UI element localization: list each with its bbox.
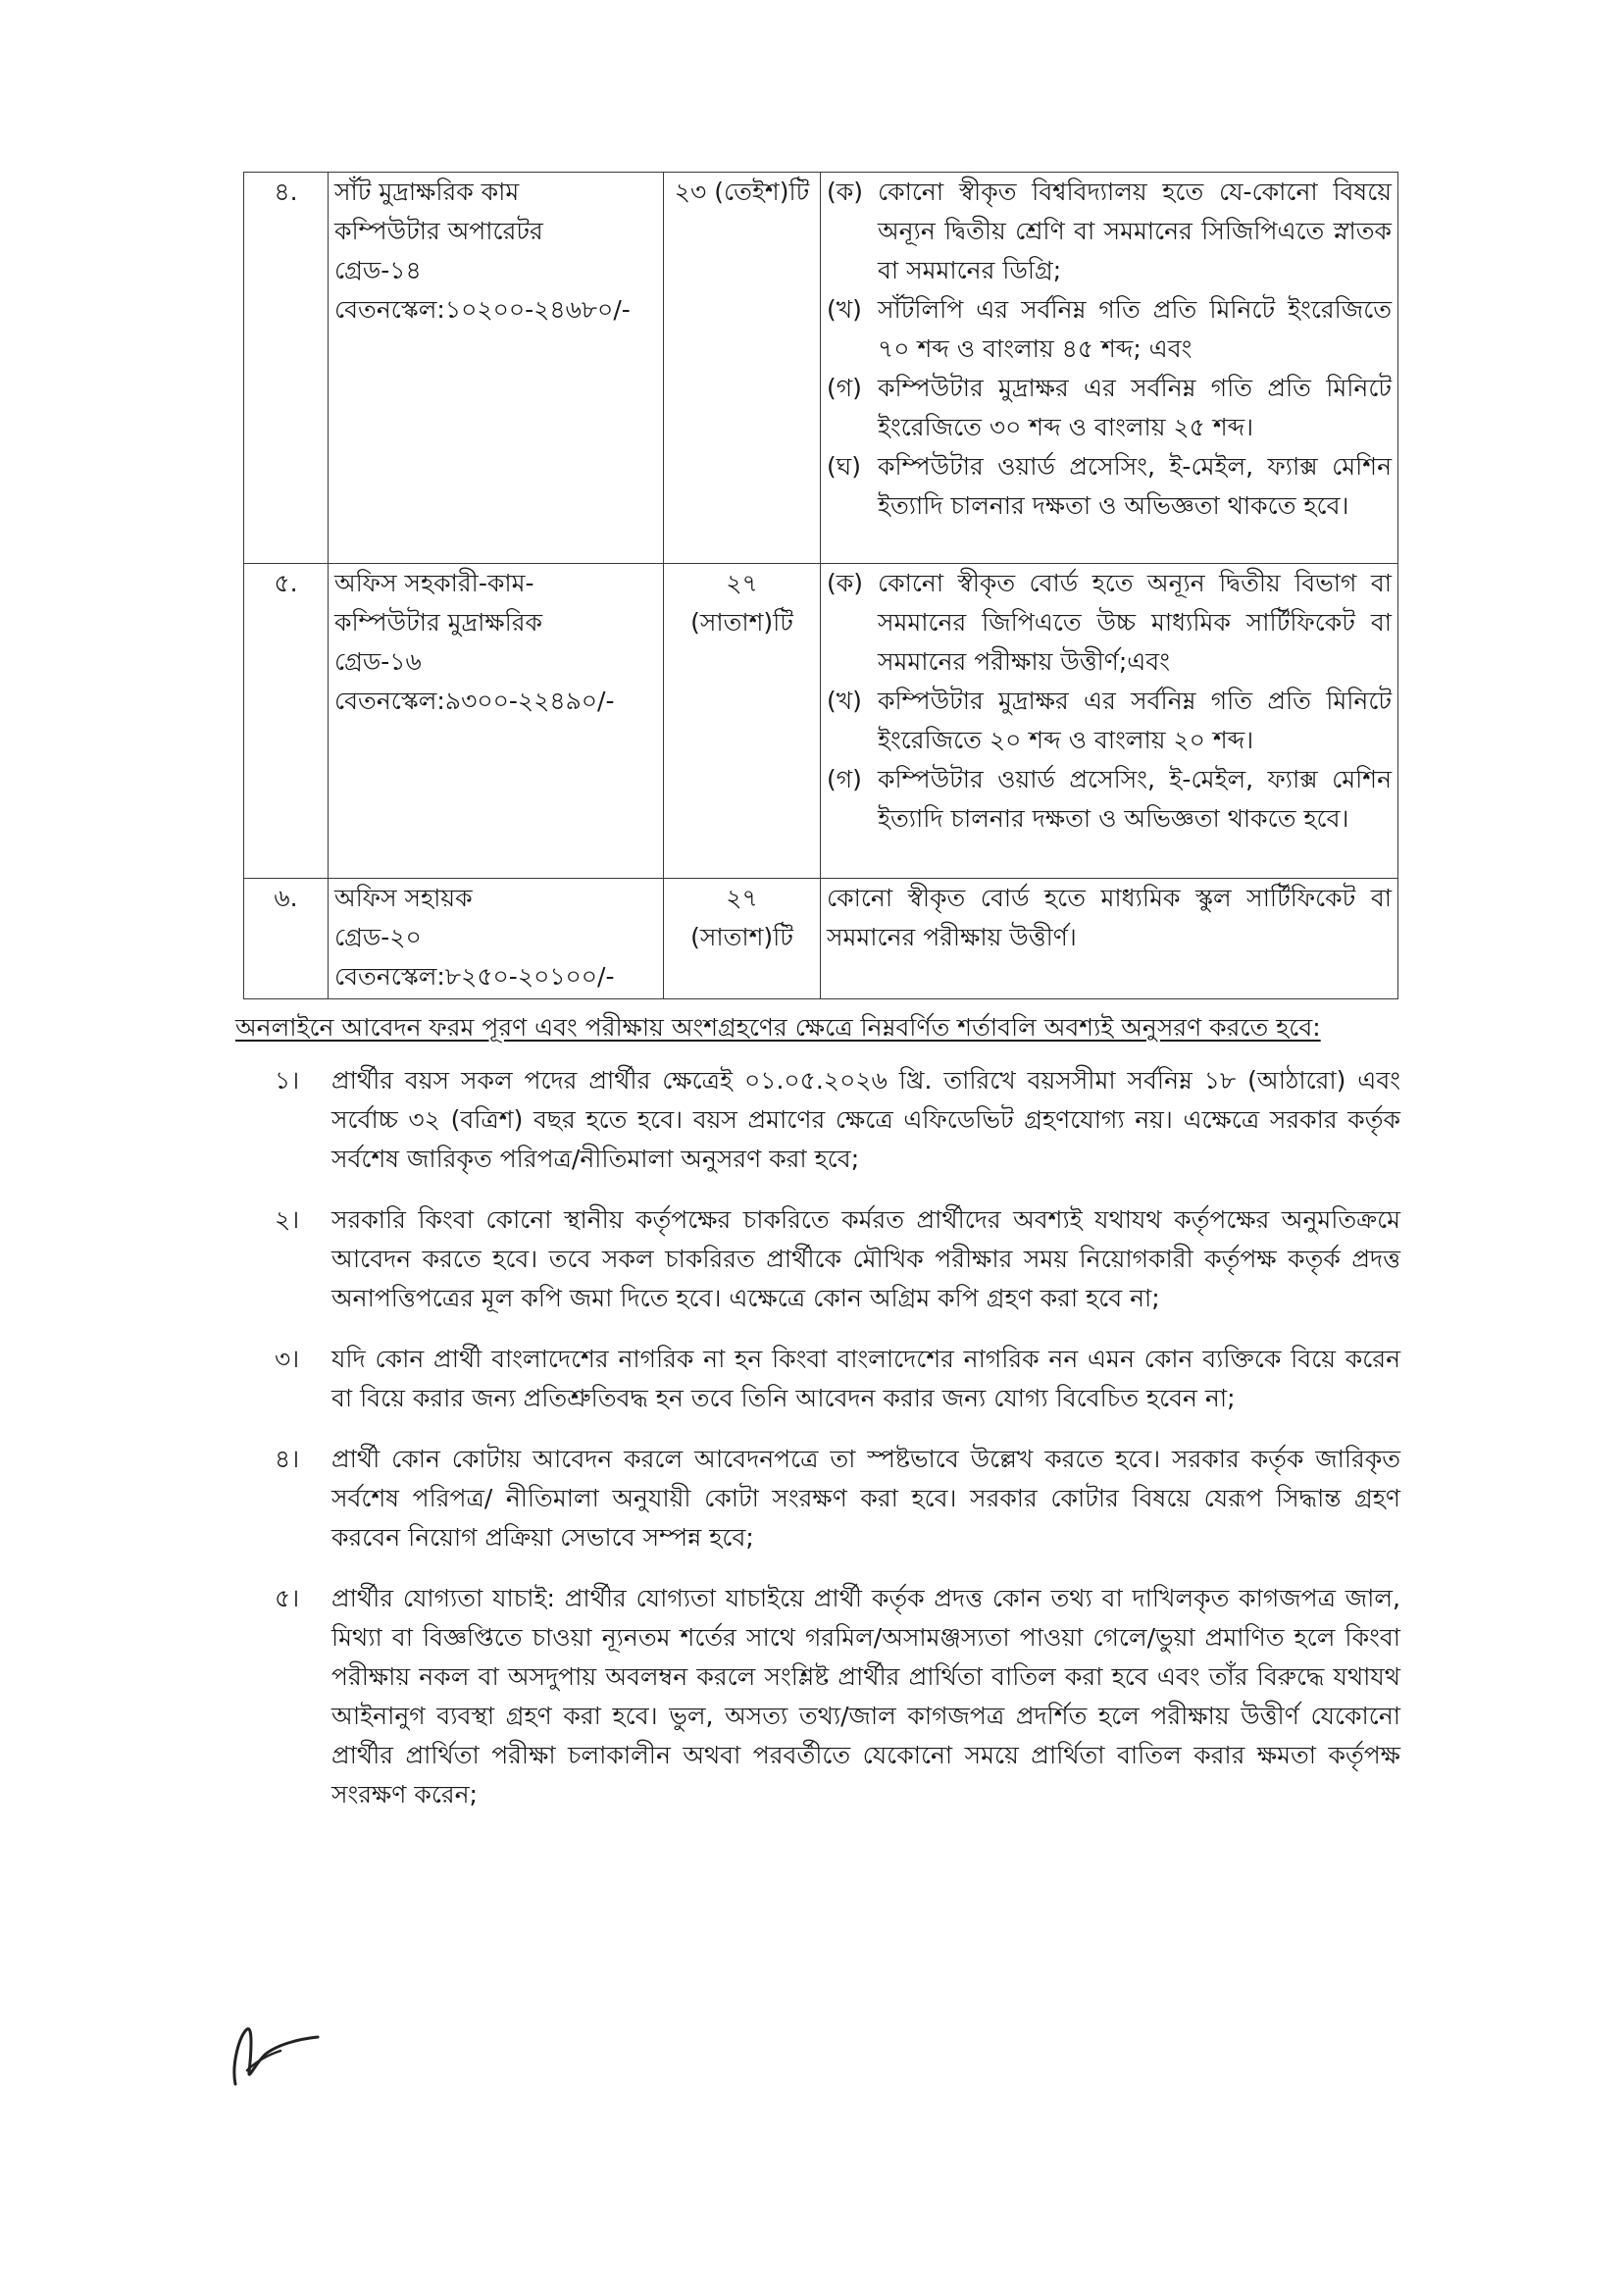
table-row [244,879,1398,999]
clause-number: ৫। [275,1584,300,1612]
qualification-item [827,290,1392,369]
count-cell [664,564,821,879]
qualification-cell [821,879,1398,999]
list-item [257,1440,1400,1557]
serial-number: ৫. [274,569,298,597]
instructions-list [257,1061,1400,1836]
qualification-text: কোনো স্বীকৃত বিশ্ববিদ্যালয় হতে যে-কোনো বিষয়ে অন্যূন দ্বিতীয় শ্রেণি বা সমমানের সিজিপিএতে স্নাতক বা সমমানের ডিগ্রি; [878,178,1392,284]
qualification-text: কম্পিউটার মুদ্রাক্ষর এর সর্বনিম্ন গতি প্রতি মিনিটে ইংরেজিতে ৩০ শব্দ ও বাংলায় ২৫ শব্দ। [878,374,1392,441]
qualification-item [827,447,1392,526]
list-item [257,1340,1400,1418]
post-name-cont: কম্পিউটার মুদ্রাক্ষরিক [334,608,543,637]
qualification-cell [821,173,1398,564]
post-pay-scale: বেতনস্কেল:৯৩০০-২২৪৯০/- [334,687,615,715]
table-row [244,173,1398,564]
instructions-heading: অনলাইনে আবেদন ফরম পূরণ এবং পরীক্ষায় অংশগ্রহণের ক্ষেত্রে নিম্নবর্ণিত শর্তাবলি অবশ্যই অনুসরণ করতে হবে: [235,1013,1321,1042]
qualification-marker: (গ) [827,765,862,793]
post-count-words: (সাতাশ)টি [690,923,793,951]
qualification-marker: (খ) [827,295,862,324]
clause-text: প্রার্থী কোন কোটায় আবেদন করলে আবেদনপত্রে তা স্পষ্টভাবে উল্লেখ করতে হবে। সরকার কর্তৃক জারিকৃত সর্বশেষ পরিপত্র/ নীতিমালা অনুযায়ী কোটা সংরক্ষণ করা হবে। সরকার কোটার বিষয়ে যেরূপ সিদ্ধান্ত গ্রহণ করবেন নিয়োগ প্রক্রিয়া সেভাবে সম্পন্ন হবে; [331,1445,1400,1552]
clause-number: ৪। [275,1445,300,1473]
post-grade: গ্রেড-২০ [334,923,422,951]
qualification-item [827,564,1392,682]
post-cell [329,879,664,999]
clause-number: ৩। [275,1345,300,1373]
qualification-marker: (গ) [827,374,862,402]
serial-number: ৪. [274,178,298,206]
list-item [257,1200,1400,1318]
qualification-item [827,682,1392,760]
post-cell [329,564,664,879]
serial-cell [244,564,329,879]
post-count: ২৩ (তেইশ)টি [674,178,810,206]
qualification-text: কম্পিউটার ওয়ার্ড প্রসেসিং, ই-মেইল, ফ্যাক্স মেশিন ইত্যাদি চালনার দক্ষতা ও অভিজ্ঞতা থাকতে হবে। [878,452,1392,520]
post-count: ২৭ [726,884,758,912]
post-pay-scale: বেতনস্কেল:৮২৫০-২০১০০/- [334,962,615,991]
post-name: অফিস সহায়ক [334,884,473,912]
qualification-text: কম্পিউটার ওয়ার্ড প্রসেসিং, ই-মেইল, ফ্যাক্স মেশিন ইত্যাদি চালনার দক্ষতা ও অভিজ্ঞতা থাকতে হবে। [878,765,1392,833]
list-item [257,1579,1400,1814]
clause-text: যদি কোন প্রার্থী বাংলাদেশের নাগরিক না হন কিংবা বাংলাদেশের নাগরিক নন এমন কোন ব্যক্তিকে বিয়ে করেন বা বিয়ে করার জন্য প্রতিশ্রুতিবদ্ধ হন তবে তিনি আবেদন করার জন্য যোগ্য বিবেচিত হবেন না; [331,1345,1400,1412]
signature-icon [222,2015,330,2094]
post-pay-scale: বেতনস্কেল:১০২০০-২৪৬৮০/- [334,295,631,324]
clause-number: ১। [275,1066,300,1095]
count-cell [664,879,821,999]
serial-cell [244,173,329,564]
qualification-item [827,369,1392,447]
qualification-text: সাঁটলিপি এর সর্বনিম্ন গতি প্রতি মিনিটে ইংরেজিতে ৭০ শব্দ ও বাংলায় ৪৫ শব্দ; এবং [878,295,1392,363]
count-cell [664,173,821,564]
post-grade: গ্রেড-১৪ [334,256,422,284]
clause-text: প্রার্থীর বয়স সকল পদের প্রার্থীর ক্ষেত্রেই ০১.০৫.২০২৬ খ্রি. তারিখে বয়সসীমা সর্বনিম্ন ১৮ (আঠারো) এবং সর্বোচ্চ ৩২ (বত্রিশ) বছর হতে হবে। বয়স প্রমাণের ক্ষেত্রে এফিডেভিট গ্রহণযোগ্য নয়। এক্ষেত্রে সরকার কর্তৃক সর্বশেষ জারিকৃত পরিপত্র/নীতিমালা অনুসরণ করা হবে; [331,1066,1400,1173]
post-grade: গ্রেড-১৬ [334,647,422,676]
qualification-cell [821,564,1398,879]
post-name-cont: কম্পিউটার অপারেটর [334,217,543,245]
list-item [257,1061,1400,1179]
qualification-marker: (ক) [827,178,863,206]
clause-number: ২। [275,1205,300,1234]
post-cell [329,173,664,564]
qualification-text: কোনো স্বীকৃত বোর্ড হতে মাধ্যমিক স্কুল সার্টিফিকেট বা সমমানের পরীক্ষায় উত্তীর্ণ। [827,884,1392,951]
post-table [243,172,1398,999]
table-row [244,564,1398,879]
qualification-marker: (ঘ) [827,452,861,481]
qualification-item [827,760,1392,839]
post-name: সাঁট মুদ্রাক্ষরিক কাম [334,178,520,206]
serial-cell [244,879,329,999]
post-count: ২৭ [726,569,758,597]
qualification-marker: (খ) [827,687,862,715]
post-name: অফিস সহকারী-কাম- [334,569,534,597]
qualification-marker: (ক) [827,569,863,597]
serial-number: ৬. [274,884,298,912]
clause-text: প্রার্থীর যোগ্যতা যাচাই: প্রার্থীর যোগ্যতা যাচাইয়ে প্রার্থী কর্তৃক প্রদত্ত কোন তথ্য বা দাখিলকৃত কাগজপত্র জাল, মিথ্যা বা বিজ্ঞপ্তিতে চাওয়া ন্যূনতম শর্তের সাথে গরমিল/অসামঞ্জস্যতা পাওয়া গেলে/ভুয়া প্রমাণিত হলে কিংবা পরীক্ষায় নকল বা অসদুপায় অবলম্বন করলে সংশ্লিষ্ট প্রার্থীর প্রার্থিতা বাতিল করা হবে এবং তাঁর বিরুদ্ধে যথাযথ আইনানুগ ব্যবস্থা গ্রহণ করা হবে। ভুল, অসত্য তথ্য/জাল কাগজপত্র প্রদর্শিত হলে পরীক্ষায় উত্তীর্ণ যেকোনো প্রার্থীর প্রার্থিতা পরীক্ষা চলাকালীন অথবা পরবর্তীতে যেকোনো সময়ে প্রার্থিতা বাতিল করার ক্ষমতা কর্তৃপক্ষ সংরক্ষণ করেন; [331,1584,1400,1809]
qualification-item [827,173,1392,290]
clause-text: সরকারি কিংবা কোনো স্থানীয় কর্তৃপক্ষের চাকরিতে কর্মরত প্রার্থীদের অবশ্যই যথাযথ কর্তৃপক্ষের অনুমতিক্রমে আবেদন করতে হবে। তবে সকল চাকরিরত প্রার্থীকে মৌখিক পরীক্ষার সময় নিয়োগকারী কর্তৃপক্ষ কতৃর্ক প্রদত্ত অনাপত্তিপত্রের মূল কপি জমা দিতে হবে। এক্ষেত্রে কোন অগ্রিম কপি গ্রহণ করা হবে না; [331,1205,1400,1312]
qualification-text: কোনো স্বীকৃত বোর্ড হতে অন্যূন দ্বিতীয় বিভাগ বা সমমানের জিপিএতে উচ্চ মাধ্যমিক সার্টিফিকেট বা সমমানের পরীক্ষায় উত্তীর্ণ;এবং [878,569,1392,676]
post-count-words: (সাতাশ)টি [690,608,793,637]
qualification-text: কম্পিউটার মুদ্রাক্ষর এর সর্বনিম্ন গতি প্রতি মিনিটে ইংরেজিতে ২০ শব্দ ও বাংলায় ২০ শব্দ। [878,687,1392,754]
